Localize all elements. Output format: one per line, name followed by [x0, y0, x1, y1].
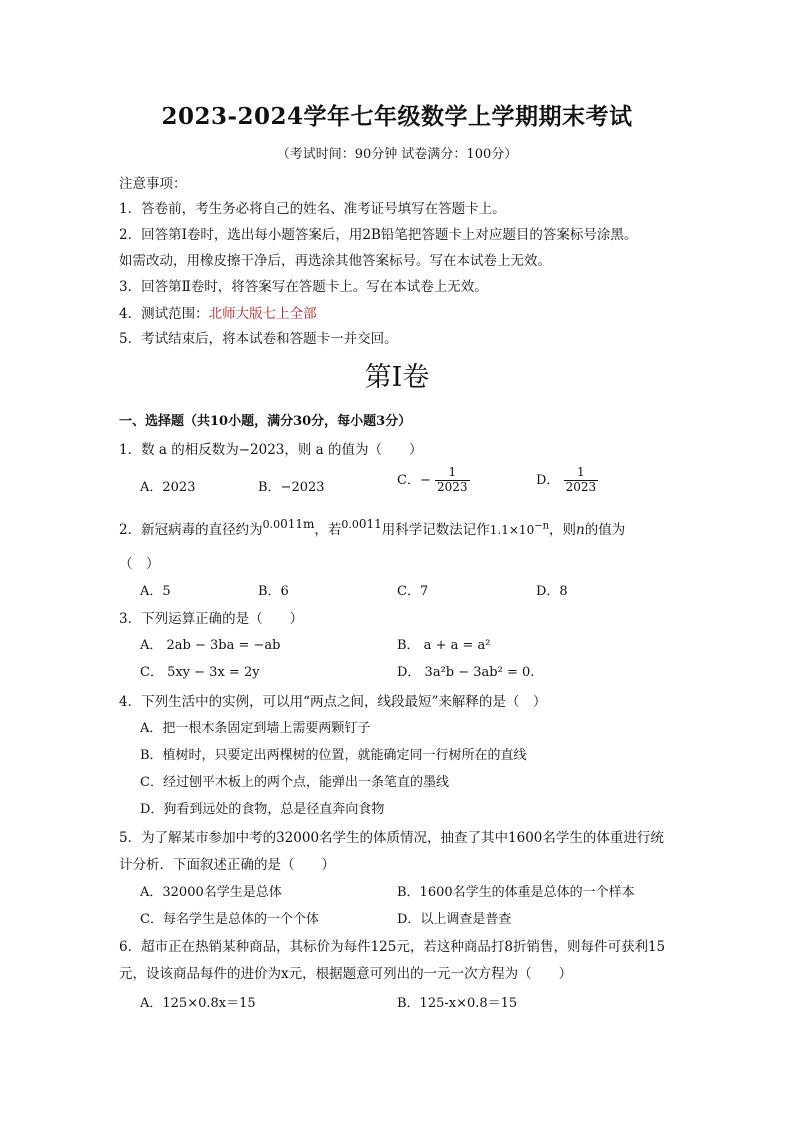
exam-title: 2023-2024学年七年级数学上学期期末考试 — [161, 103, 633, 130]
q2-value-1b: 011m — [280, 517, 315, 531]
q1-c-denominator: 2023 — [436, 479, 468, 494]
q4-option-b: B．植树时，只要定出两棵树的位置，就能确定同一行树所在的直线 — [140, 748, 527, 763]
q3-option-a: A． 2ab − 3ba = −ab — [140, 638, 281, 653]
q1-option-b: B．−2023 — [258, 480, 325, 495]
q6-option-a: A．125×0.8x＝15 — [140, 996, 256, 1011]
q3-option-d: D． 3a²b − 3ab² = 0. — [397, 665, 535, 680]
q5-option-b: B．1600名学生的体重是总体的一个样本 — [397, 885, 635, 900]
q2-stem-e: 的值为 — [584, 522, 626, 538]
q2-stem-b: ，若 — [314, 522, 342, 538]
note-3: 3．回答第Ⅱ卷时，将答案写在答题卡上。写在本试卷上无效。 — [119, 279, 488, 295]
q6-stem-b: 元，设该商品每件的进价为x元，根据题意可列出的一元一次方程为（ ） — [119, 966, 573, 982]
q3-option-c: C． 5xy − 3x = 2y — [140, 665, 260, 680]
q1-option-d-label: D． — [536, 472, 560, 488]
q6-option-b: B．125-x×0.8＝15 — [397, 996, 518, 1011]
note-4-prefix: 4．测试范围： — [119, 306, 209, 322]
q2-option-d: D．8 — [536, 584, 568, 599]
q3-stem: 3．下列运算正确的是（ ） — [119, 611, 304, 627]
q2-stem — [119, 518, 625, 538]
exam-subtitle: （考试时间：90分钟 试卷满分：100分） — [276, 147, 518, 162]
q5-stem-b: 计分析．下面叙述正确的是（ ） — [119, 857, 335, 873]
notes-heading: 注意事项： — [119, 176, 187, 192]
q5-stem-a: 5．为了解某市参加中考的32000名学生的体质情况，抽查了其中1600名学生的体重进行统 — [119, 830, 664, 846]
q1-stem: 1．数 a 的相反数为−2023，则 a 的值为（ ） — [119, 442, 423, 458]
q6-stem-a: 6．超市正在热销某种商品，其标价为每件125元，若这种商品打8折销售，则每件可获利15 — [119, 939, 666, 955]
q2-sci-notation: 1.1×10 — [489, 523, 535, 537]
q2-option-b: B．6 — [258, 584, 289, 599]
q4-option-d: D．狗看到远处的食物，总是径直奔向食物 — [140, 802, 385, 817]
q1-d-denominator: 2023 — [565, 479, 597, 494]
q1-option-c-label: C．− — [397, 472, 431, 488]
note-4 — [119, 302, 317, 322]
q2-stem-c: 用科学记数法记作 — [381, 522, 490, 538]
q5-option-d: D．以上调查是普查 — [397, 912, 512, 927]
note-2a: 2．回答第Ⅰ卷时，选出每小题答案后，用2B铅笔把答题卡上对应题目的答案标号涂黑。 — [119, 227, 638, 243]
q1-option-d — [536, 466, 598, 495]
note-2b: 如需改动，用橡皮擦干净后，再选涂其他答案标号。写在本试卷上无效。 — [119, 253, 551, 269]
part-title: 第Ⅰ卷 — [364, 362, 430, 393]
q2-value-1a: 0.0 — [262, 518, 281, 531]
q4-option-a: A．把一根木条固定到墙上需要两颗钉子 — [140, 721, 371, 736]
q4-stem: 4．下列生活中的实例，可以用“两点之间，线段最短”来解释的是（ ） — [119, 694, 547, 710]
q1-option-c — [397, 466, 470, 495]
q1-c-numerator: 1 — [448, 465, 457, 479]
q4-option-c: C．经过刨平木板上的两个点，能弹出一条笔直的墨线 — [140, 775, 449, 790]
note-5: 5．考试结束后，将本试卷和答题卡一并交回。 — [119, 331, 398, 347]
q2-value-2a: 0.0 — [341, 518, 359, 531]
q2-sci-exponent: −n — [534, 520, 550, 532]
section-heading: 一、选择题（共10小题，满分30分，每小题3分） — [119, 414, 412, 429]
q2-value-2b: 011 — [358, 517, 382, 531]
q2-stem-a: 2．新冠病毒的直径约为 — [119, 522, 263, 538]
note-4-scope: 北师大版七上全部 — [208, 306, 317, 322]
q1-option-c-fraction — [435, 466, 470, 495]
note-1: 1．答卷前，考生务必将自己的姓名、准考证号填写在答题卡上。 — [119, 201, 506, 217]
q2-variable-n: n — [576, 522, 585, 538]
q1-d-numerator: 1 — [577, 465, 585, 479]
q5-option-c: C．每名学生是总体的一个个体 — [140, 912, 319, 927]
q2-option-a: A．5 — [140, 584, 171, 599]
q2-option-c: C．7 — [397, 584, 429, 599]
q1-option-a: A．2023 — [140, 480, 196, 495]
q5-option-a: A．32000名学生是总体 — [140, 885, 282, 900]
q3-option-b: B． a + a = a² — [397, 638, 491, 653]
q2-stem-d: ，则 — [549, 522, 577, 538]
q2-paren: （ ） — [119, 556, 160, 572]
q1-option-d-fraction — [564, 466, 599, 495]
